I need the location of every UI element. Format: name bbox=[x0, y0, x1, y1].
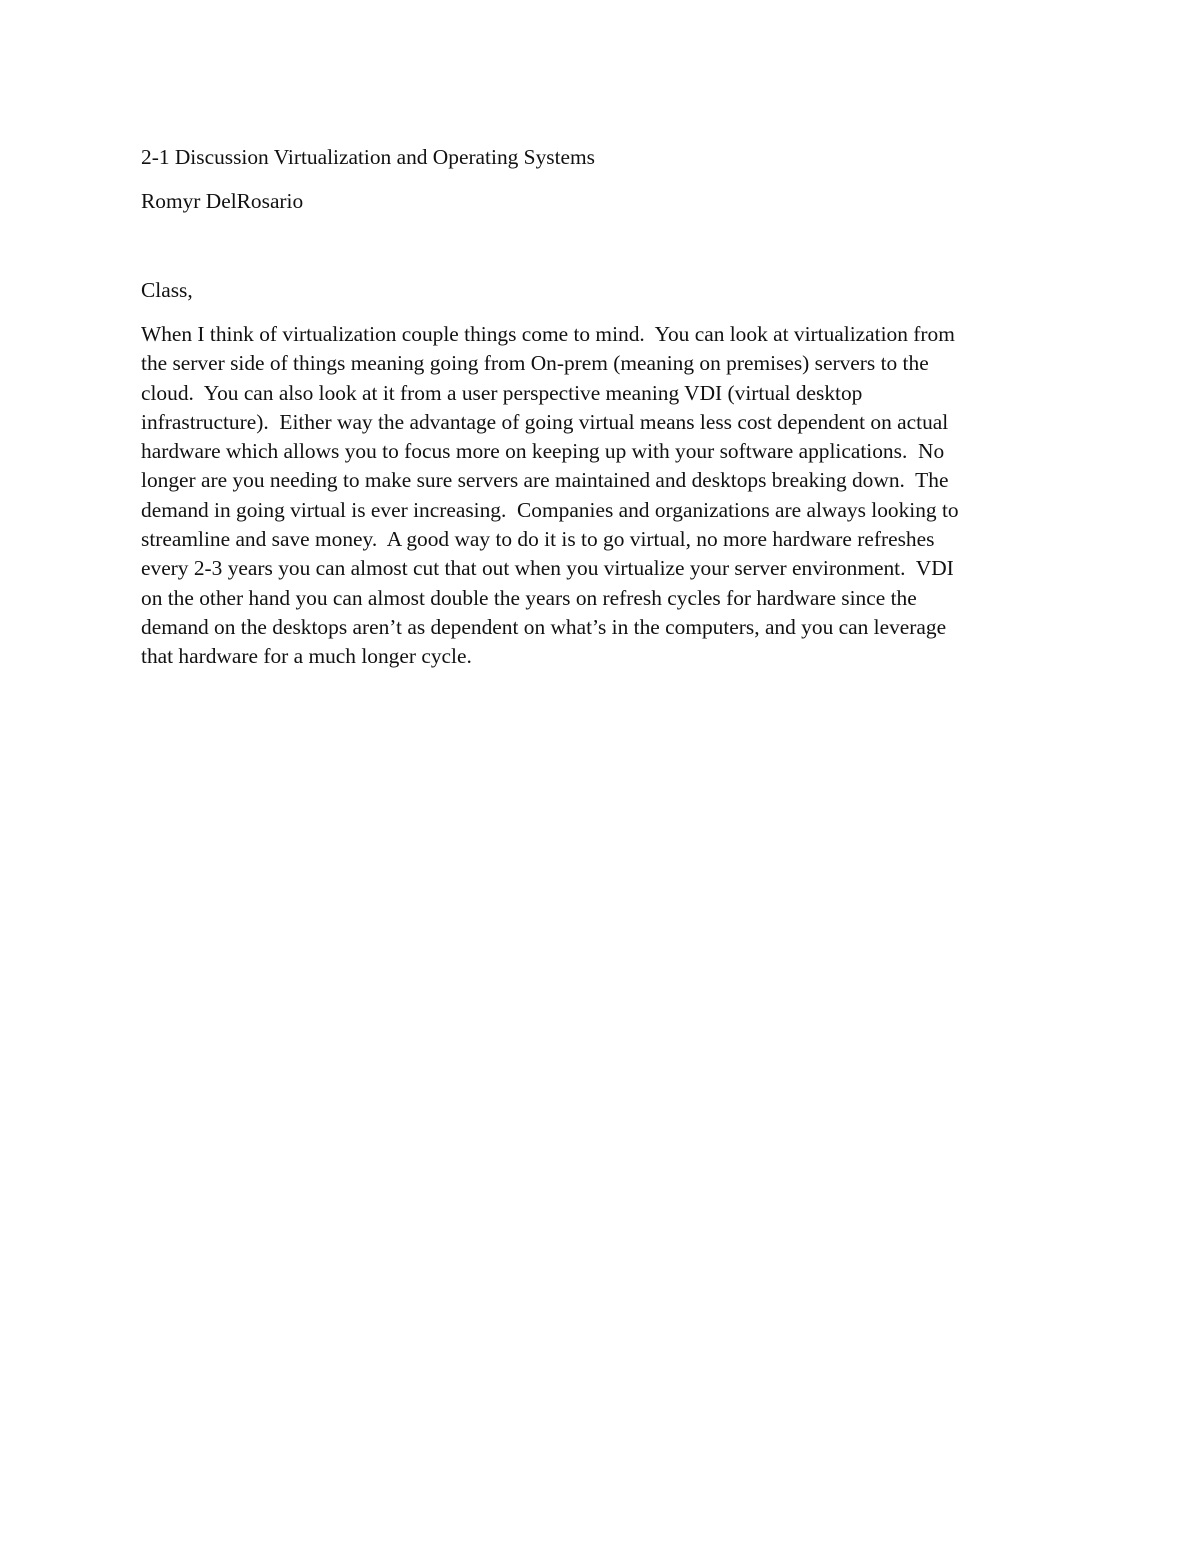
body-line: streamline and save money. A good way to do it is to go virtual, no more hardware refreshes bbox=[141, 527, 935, 552]
body-line: demand in going virtual is ever increasing. Companies and organizations are always looking to bbox=[141, 497, 959, 522]
body-line: infrastructure). Either way the advantage of going virtual means less cost dependent on actual bbox=[141, 409, 949, 434]
body-line: When I think of virtualization couple things come to mind. You can look at virtualization from bbox=[141, 322, 955, 346]
greeting: Class, bbox=[141, 278, 193, 302]
document-content bbox=[141, 143, 1061, 672]
document-title: 2-1 Discussion Virtualization and Operating Systems bbox=[141, 145, 595, 169]
body-line: demand on the desktops aren’t as dependent on what’s in the computers, and you can leverage bbox=[141, 614, 947, 639]
body-line: that hardware for a much longer cycle. bbox=[141, 644, 472, 669]
body-paragraph bbox=[141, 320, 1061, 672]
body-line: cloud. You can also look at it from a user perspective meaning VDI (virtual desktop bbox=[141, 380, 863, 405]
body-line: longer are you needing to make sure servers are maintained and desktops breaking down. The bbox=[141, 468, 949, 493]
body-line: every 2-3 years you can almost cut that out when you virtualize your server environment. VDI bbox=[141, 556, 954, 581]
author-name: Romyr DelRosario bbox=[141, 189, 304, 213]
body-line: hardware which allows you to focus more on keeping up with your software applications. No bbox=[141, 439, 945, 464]
body-line: on the other hand you can almost double the years on refresh cycles for hardware since the bbox=[141, 585, 917, 610]
body-line: the server side of things meaning going from On-prem (meaning on premises) servers to the bbox=[141, 351, 929, 376]
